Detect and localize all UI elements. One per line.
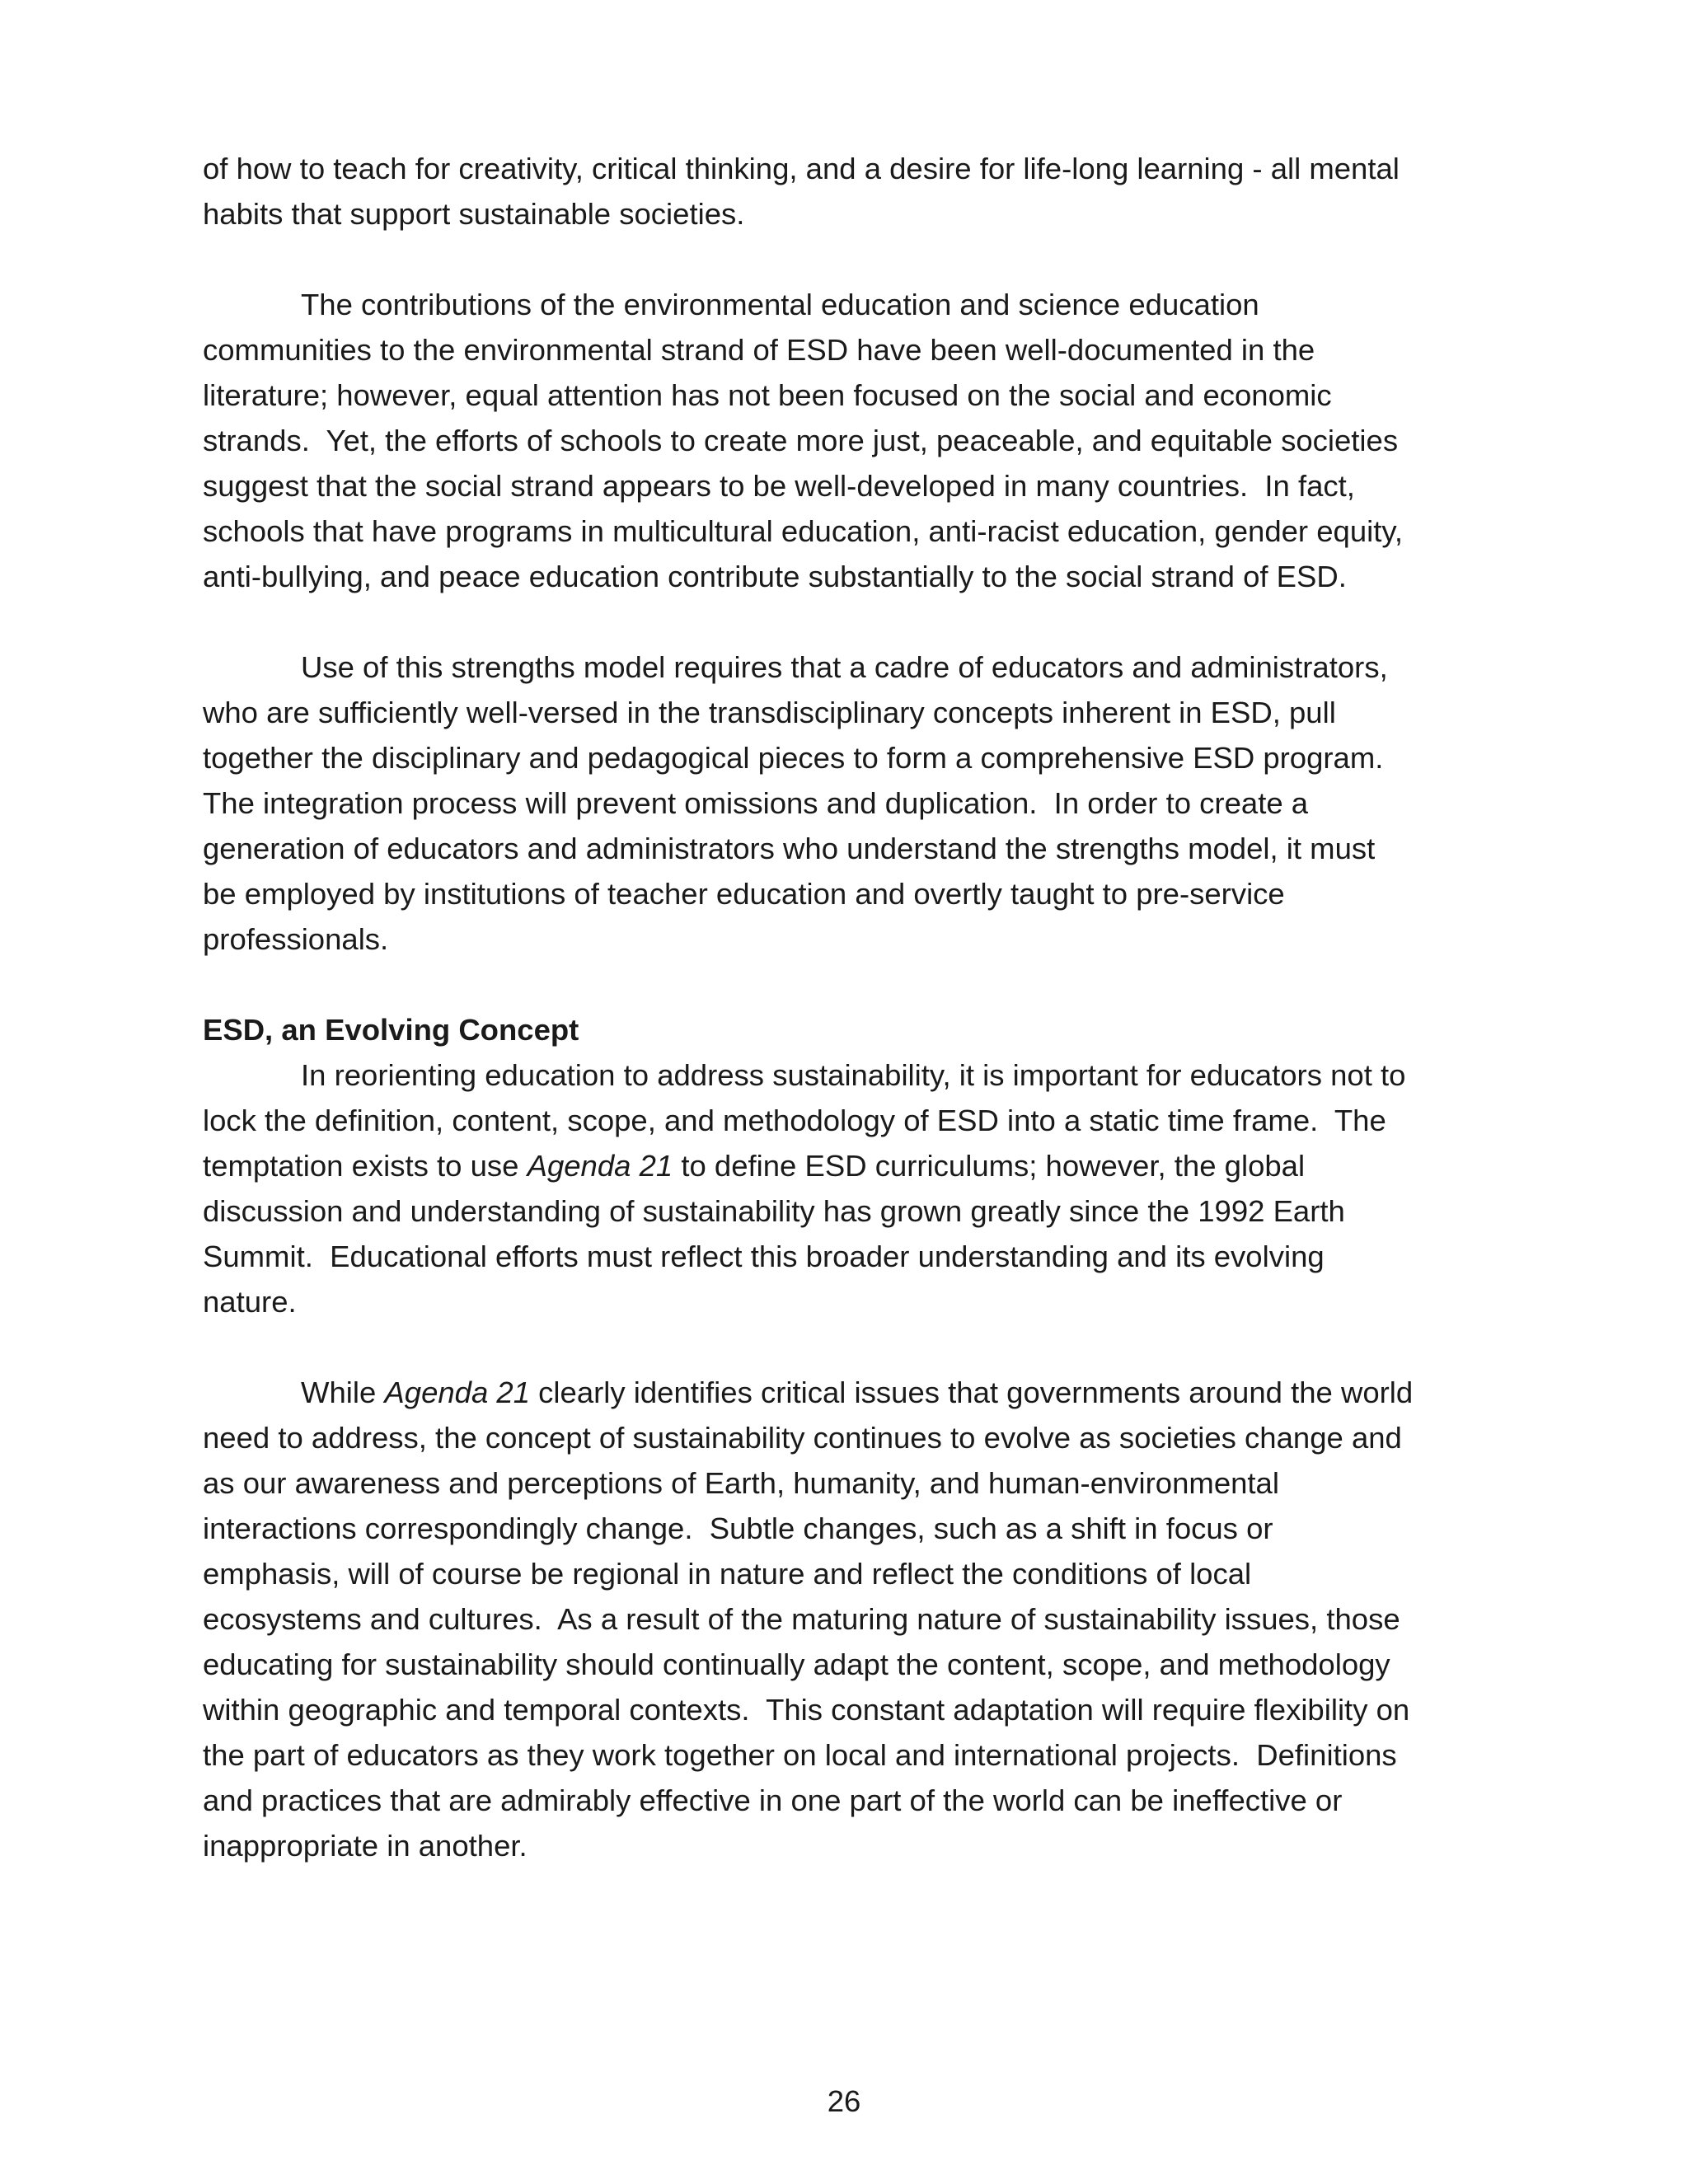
text-line: The integration process will prevent omissions and duplication. In order to create a bbox=[203, 786, 1309, 820]
body-text bbox=[203, 146, 1489, 1868]
section-evolving-concept bbox=[203, 1007, 1489, 1324]
text-line: and practices that are admirably effective in one part of the world can be ineffective or bbox=[203, 1783, 1343, 1817]
text-line: interactions correspondingly change. Subtle changes, such as a shift in focus or bbox=[203, 1511, 1273, 1545]
text-line: Use of this strengths model requires that a cadre of educators and administrators, bbox=[301, 650, 1388, 684]
page-number: 26 bbox=[827, 2084, 861, 2118]
text-line: strands. Yet, the efforts of schools to create more just, peaceable, and equitable societies bbox=[203, 424, 1399, 457]
italic-title: Agenda 21 bbox=[527, 1149, 673, 1183]
text-line: schools that have programs in multicultural education, anti-racist education, gender equity, bbox=[203, 514, 1404, 548]
text-line: lock the definition, content, scope, and methodology of ESD into a static time frame. The bbox=[203, 1104, 1386, 1137]
italic-title: Agenda 21 bbox=[384, 1376, 531, 1409]
text-line bbox=[203, 1143, 1489, 1188]
text-line: inappropriate in another. bbox=[203, 1829, 528, 1863]
text-line: communities to the environmental strand of ESD have been well-documented in the bbox=[203, 333, 1315, 367]
text-line: Summit. Educational efforts must reflect this broader understanding and its evolving bbox=[203, 1240, 1325, 1273]
paragraph-agenda21 bbox=[203, 1370, 1489, 1868]
text-segment: temptation exists to use bbox=[203, 1149, 528, 1183]
text-line: as our awareness and perceptions of Earth, humanity, and human-environmental bbox=[203, 1466, 1279, 1500]
text-line: be employed by institutions of teacher education and overtly taught to pre-service bbox=[203, 877, 1285, 911]
text-line: habits that support sustainable societies. bbox=[203, 197, 745, 231]
text-line: suggest that the social strand appears to be well-developed in many countries. In fact, bbox=[203, 469, 1355, 503]
text-line: anti-bullying, and peace education contribute substantially to the social strand of ESD. bbox=[203, 560, 1347, 593]
text-line: nature. bbox=[203, 1285, 297, 1319]
paragraph-strengths-model bbox=[203, 644, 1489, 962]
text-line: discussion and understanding of sustainability has grown greatly since the 1992 Earth bbox=[203, 1194, 1345, 1228]
text-segment: clearly identifies critical issues that governments around the world bbox=[530, 1376, 1414, 1409]
text-line: ecosystems and cultures. As a result of the maturing nature of sustainability issues, those bbox=[203, 1602, 1400, 1636]
paragraph-continuation bbox=[203, 146, 1489, 237]
text-line: together the disciplinary and pedagogical pieces to form a comprehensive ESD program. bbox=[203, 741, 1384, 775]
section-heading: ESD, an Evolving Concept bbox=[203, 1013, 579, 1047]
text-line: emphasis, will of course be regional in nature and reflect the conditions of local bbox=[203, 1557, 1252, 1591]
paragraph-contributions bbox=[203, 282, 1489, 599]
text-line: literature; however, equal attention has not been focused on the social and economic bbox=[203, 378, 1332, 412]
text-segment: While bbox=[301, 1376, 385, 1409]
text-line: who are sufficiently well-versed in the transdisciplinary concepts inherent in ESD, pull bbox=[203, 696, 1336, 729]
text-line bbox=[203, 1370, 1489, 1415]
text-line: of how to teach for creativity, critical thinking, and a desire for life-long learning - all mental bbox=[203, 152, 1400, 185]
text-segment: to define ESD curriculums; however, the global bbox=[673, 1149, 1306, 1183]
text-line: generation of educators and administrators who understand the strengths model, it must bbox=[203, 832, 1376, 865]
text-line: the part of educators as they work together on local and international projects. Definitions bbox=[203, 1738, 1397, 1772]
text-line: In reorienting education to address sustainability, it is important for educators not to bbox=[301, 1058, 1406, 1092]
text-line: within geographic and temporal contexts. This constant adaptation will require flexibility on bbox=[203, 1693, 1410, 1727]
text-line: educating for sustainability should continually adapt the content, scope, and methodology bbox=[203, 1647, 1390, 1681]
text-line: professionals. bbox=[203, 922, 389, 956]
text-line: need to address, the concept of sustainability continues to evolve as societies change and bbox=[203, 1421, 1402, 1455]
text-line: The contributions of the environmental education and science education bbox=[301, 288, 1259, 321]
